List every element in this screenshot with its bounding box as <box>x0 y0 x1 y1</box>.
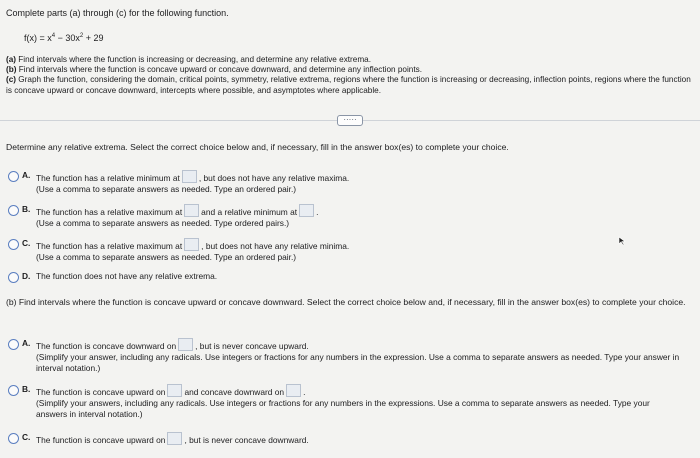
option-letter: A. <box>22 170 31 180</box>
option-text-pre: The function is concave upward on <box>36 435 166 445</box>
function-suffix: + 29 <box>83 33 104 43</box>
radio-button[interactable] <box>8 239 19 250</box>
part-a-text: Find intervals where the function is increasing or decreasing, and determine any relative extrema. <box>16 55 371 64</box>
radio-button[interactable] <box>8 433 19 444</box>
answer-box[interactable] <box>299 204 314 217</box>
question1-prompt: Determine any relative extrema. Select the correct choice below and, if necessary, fill in the answer box(es) to complete your choice. <box>6 142 509 152</box>
radio-button[interactable] <box>8 171 19 182</box>
q1-option-d[interactable] <box>8 271 217 283</box>
function-prefix: f(x) = x <box>24 33 52 43</box>
option-text-pre: The function is concave downward on <box>36 341 177 351</box>
answer-box[interactable] <box>182 170 197 183</box>
mouse-cursor-icon <box>617 236 627 246</box>
function-mid: − 30x <box>55 33 80 43</box>
option-text-post: . <box>303 387 306 397</box>
q2-option-b[interactable] <box>8 384 698 420</box>
option-text <box>36 170 349 195</box>
problem-title: Complete parts (a) through (c) for the following function. <box>6 8 229 18</box>
part-b-text: Find intervals where the function is concave upward or concave downward, and determine any inflection points. <box>16 65 422 75</box>
part-a-label: (a) <box>6 55 17 64</box>
parts-description <box>6 55 696 96</box>
radio-button[interactable] <box>8 385 19 396</box>
answer-box[interactable] <box>286 384 301 397</box>
q1-option-c[interactable] <box>8 238 349 263</box>
option-text-mid: and a relative minimum at <box>201 207 298 217</box>
part-b <box>6 65 696 75</box>
radio-button[interactable] <box>8 205 19 216</box>
answer-box[interactable] <box>184 204 199 217</box>
part-c-label: (c) <box>6 75 17 85</box>
q2-option-a[interactable] <box>8 338 698 374</box>
option-text-post: , but does not have any relative maxima. <box>198 173 350 183</box>
option-text <box>36 432 309 446</box>
function-expression <box>24 31 104 44</box>
option-text-pre: The function has a relative maximum at <box>36 241 183 251</box>
option-note: (Use a comma to separate answers as needed. Type an ordered pair.) <box>36 184 297 194</box>
option-text-post: , but does not have any relative minima. <box>201 241 350 251</box>
exponent-4: 4 <box>51 33 56 39</box>
option-text-pre: The function has a relative maximum at <box>36 207 183 217</box>
option-note: (Simplify your answer, including any radicals. Use integers or fractions for any numbers in the expression. Use a comma to separate answers as needed. Type your answer in interval notation.) <box>36 352 680 373</box>
option-text <box>36 204 318 229</box>
option-text: The function does not have any relative extrema. <box>36 271 218 281</box>
answer-box[interactable] <box>167 384 182 397</box>
part-c <box>6 75 696 95</box>
part-a <box>6 55 696 65</box>
option-text-post: , but is never concave upward. <box>195 341 309 351</box>
option-text <box>36 238 349 263</box>
option-text <box>36 338 696 374</box>
option-letter: A. <box>22 338 31 348</box>
expand-button[interactable]: ····· <box>337 115 363 126</box>
option-note: (Use a comma to separate answers as needed. Type ordered pairs.) <box>36 218 290 228</box>
answer-box[interactable] <box>178 338 193 351</box>
option-note: (Simplify your answers, including any radicals. Use integers or fractions for any numbers in the expressions. Use a comma to separate answers as needed. Type your answers in interval notation.) <box>36 398 650 419</box>
q2-option-c[interactable] <box>8 432 309 446</box>
part-c-text: Graph the function, considering the domain, critical points, symmetry, relative extrema, regions where the function is increasing or decreasing, inflection points, regions where the function is concave upward or concave downward, intercepts where possible, and asymptotes where applicable. <box>6 75 691 95</box>
option-text-post: . <box>316 207 319 217</box>
radio-button[interactable] <box>8 339 19 350</box>
option-text-pre: The function is concave upward on <box>36 387 166 397</box>
option-letter: B. <box>22 204 31 214</box>
option-letter: D. <box>22 271 31 281</box>
q1-option-a[interactable] <box>8 170 349 195</box>
radio-button[interactable] <box>8 272 19 283</box>
option-letter: C. <box>22 238 31 248</box>
answer-box[interactable] <box>167 432 182 445</box>
answer-box[interactable] <box>184 238 199 251</box>
question2-prompt: (b) Find intervals where the function is concave upward or concave downward. Select the correct choice below and, if necessary, fill in the answer box(es) to complete your choice. <box>6 297 686 307</box>
option-text-mid: and concave downward on <box>184 387 285 397</box>
option-letter: C. <box>22 432 31 442</box>
q1-option-b[interactable] <box>8 204 318 229</box>
option-text <box>36 384 666 420</box>
option-letter: B. <box>22 384 31 394</box>
option-text-pre: The function has a relative minimum at <box>36 173 180 183</box>
option-note: (Use a comma to separate answers as needed. Type an ordered pair.) <box>36 252 297 262</box>
part-b-label: (b) <box>6 65 17 75</box>
exponent-2: 2 <box>79 33 84 39</box>
option-text-post: , but is never concave downward. <box>184 435 309 445</box>
